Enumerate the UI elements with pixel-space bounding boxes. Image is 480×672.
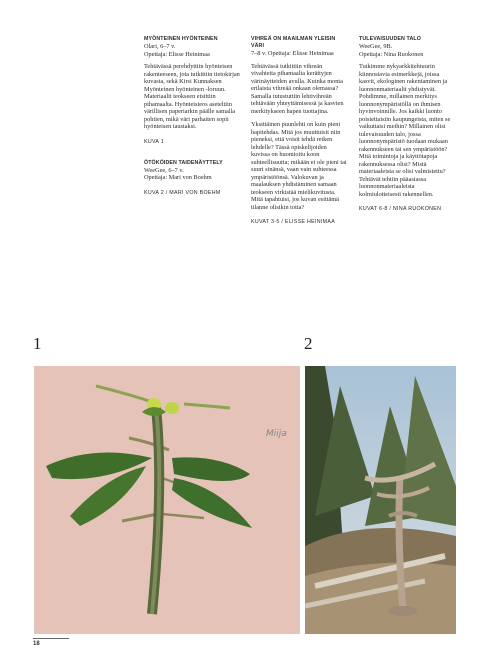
teacher-line: Opettaja: Mari von Boehm [144, 174, 212, 181]
figure-number-2: 2 [304, 334, 313, 353]
body-text: Tehtävässä perehdyttiin hyönteisen rakenteeseen, jota tutkittiin tietokirjan kuvasta, sekä Kirsi Kunnaksen Myönteinen hyönteinen -loruun. Materiaalit teokseen etsittiin pihamaalta. Hyönteisteos aseteltiin värillisen paperiarkin päälle samalla pohtien, mikä väri parhaiten sopii hyönteisen taustaksi. [144, 63, 240, 130]
article-column-1 [144, 36, 240, 197]
insect-artwork-photo [34, 366, 300, 634]
section-heading: MYÖNTEINEN HYÖNTEINEN [144, 36, 218, 42]
credit-line: Olari, 6–7 v. [144, 43, 176, 50]
credit-line: WeeGee, 6–7 v. [144, 166, 184, 174]
footer-rule [33, 638, 69, 639]
image-caption: KUVA 1 [144, 138, 164, 145]
image-caption: KUVAT 3-5 / ELISSE HEINIMAA [251, 219, 336, 225]
page-number: 18 [33, 641, 40, 647]
driftwood-sculpture-photo [305, 366, 456, 634]
teacher-line: Opettaja: Elisse Heinimaa [144, 50, 210, 58]
paragraph: Tehtävässä tutkittiin vihreän vivahteita pihamaalta kerättyjen värinäytteiden avulla. Kuinka monta erilaista vihreää onkaan olemassa? Samalla tutustuttiin lehtivihreän tehtävään yhteyttämisessä ja kasvien merkitykseen hapen tuottajina. [251, 62, 344, 115]
teacher-line: Opettaja: Nina Ruokonen [359, 50, 424, 58]
section-heading: ÖTÖKÖIDEN TAIDENÄYTTELY [144, 159, 223, 166]
section-heading: TULEVAISUUDEN TALO [359, 36, 421, 42]
body-text [251, 63, 347, 212]
credit-line: 7–8 v. Opettaja: Elisse Heinimaa [251, 50, 334, 57]
paragraph: Yksittäinen puunlehti on kuin pieni hapitehdas. Mitä jos muuttuisit niin pieneksi, että voisit tehdä retken lehdelle? Tässä opiskelijoiden kuvissa on huomioitu koon suhteellisuutta; mikään ei ole pieni tai suuri sinänsä, vaan vain suhteessa ympäristöönsä. Valokuvan ja maalauksen yhdistäminen samaan teokseen virkistää mielikuvitusta. Mitä tapahtuisi, jos kuvan esittämä tilanne olisikin totta? [251, 121, 347, 211]
article-column-2 [251, 36, 347, 226]
section-heading: VIHREÄ ON MAAILMAN YLEISIN VÄRI [251, 36, 336, 49]
image-caption: KUVA 2 / MARI VON BOEHM [144, 189, 221, 196]
figure-number-1: 1 [33, 334, 42, 353]
image-caption: KUVAT 6-8 / NINA RUOKONEN [359, 206, 442, 212]
article-column-3 [359, 36, 455, 213]
svg-text:Miija: Miija [266, 429, 287, 439]
credit-line: WeeGee, 9B. [359, 43, 393, 50]
body-text: Tutkimme nykyarkkitehtuurin kiinnostavia esimerkkejä, joissa kasvit, ekologinen rakentaminen ja luonnonmateriaalit yhdistyvät. Pohdimme, millainen merkitys luonnonympäristöllä on ihmisen hyvinvoinnille. Jos kaikki luonto poistettaisiin kaupungeista, miten se vaikuttaisi meihin? Millainen olisi tulevaisuuden talo, jossa luonnonympäristö tuodaan mukaan rakennukseen tai sen ympäristöön? Mitä toimintoja ja käyttötapoja rakennuksessa olisi? Mistä materiaaleista se olisi valmistettu? Tehtävät tehtiin pääasiassa luonnonmateriaaleista kolmiulotteisesti rakennellen. [359, 63, 451, 198]
